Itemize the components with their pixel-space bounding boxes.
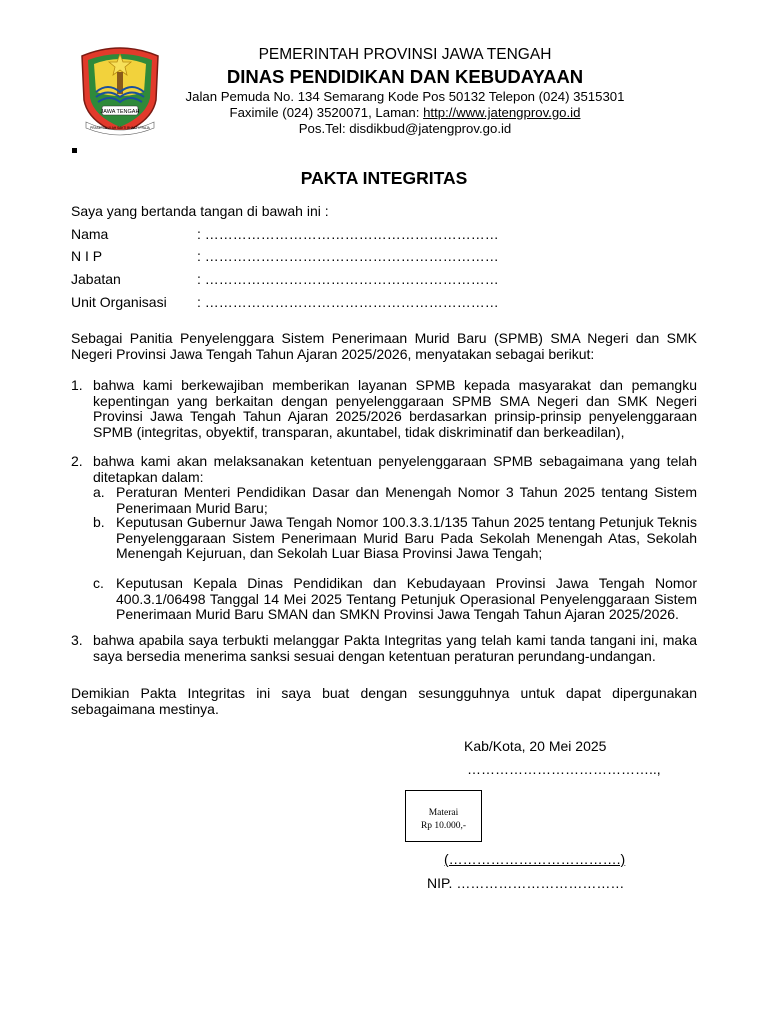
field-value-unit: : ……………………………………………………… — [197, 294, 499, 310]
field-value-jabatan: : ……………………………………………………… — [197, 271, 499, 287]
point-number: 3. — [71, 632, 83, 648]
field-label-nip: N I P — [71, 248, 103, 264]
statement-paragraph: Sebagai Panitia Penyelenggara Sistem Penerimaan Murid Baru (SPMB) SMA Negeri dan SMK Negeri Provinsi Jawa Tengah Tahun Ajaran 2025/2026, menyatakan sebagai berikut: — [71, 330, 697, 362]
materai-stamp-box — [405, 790, 482, 842]
field-label-nama: Nama — [71, 226, 109, 242]
subpoint-text: Peraturan Menteri Pendidikan Dasar dan Menengah Nomor 3 Tahun 2025 tentang Sistem Penerimaan Murid Baru; — [116, 484, 697, 516]
point-text: bahwa kami akan melaksanakan ketentuan penyelenggaraan SPMB sebagaimana yang telah ditetapkan dalam: — [93, 453, 697, 485]
subpoint-letter: a. — [93, 484, 105, 500]
subpoint-text: Keputusan Kepala Dinas Pendidikan dan Kebudayaan Provinsi Jawa Tengah Nomor 400.3.1/06498 Tanggal 14 Mei 2025 Tentang Petunjuk Operasional Penyelenggaraan Sistem Penerimaan Murid Baru SMAN dan SMKN Provinsi Jawa Tengah Tahun Ajaran 2025/2026. — [116, 575, 697, 622]
logo-text: JAWA TENGAH — [100, 109, 140, 115]
header-government: PEMERINTAH PROVINSI JAWA TENGAH — [258, 46, 552, 63]
subpoint-letter: b. — [93, 514, 105, 530]
subpoint-letter: c. — [93, 575, 104, 591]
point-text: bahwa apabila saya terbukti melanggar Pakta Integritas yang telah kami tanda tangani ini, maka saya bersedia menerima sanksi sesuai dengan ketentuan peraturan perundang-undangan. — [93, 632, 697, 664]
field-label-unit: Unit Organisasi — [71, 294, 167, 310]
header-fax: Faximile (024) 3520071, Laman: — [229, 105, 424, 120]
materai-label: Materai — [428, 808, 459, 818]
bullet-marker — [72, 148, 77, 153]
subpoint-text: Keputusan Gubernur Jawa Tengah Nomor 100.3.3.1/135 Tahun 2025 tentang Petunjuk Teknis Penyelenggaraan Sistem Penerimaan Murid Baru Pada Sekolah Menengah Atas, Sekolah Menengah Kejuruan, dan Sekolah Luar Biasa Provinsi Jawa Tengah; — [116, 514, 697, 561]
field-value-nama: : ……………………………………………………… — [197, 226, 499, 242]
signatory-nip: NIP. ……………………………… — [427, 875, 625, 891]
document-title: PAKTA INTEGRITAS — [300, 168, 468, 188]
field-label-jabatan: Jabatan — [71, 271, 121, 287]
closing-paragraph: Demikian Pakta Integritas ini saya buat dengan sesungguhnya untuk dapat dipergunakan sebagaimana mestinya. — [71, 685, 697, 717]
header-agency: DINAS PENDIDIKAN DAN KEBUDAYAAN — [226, 66, 584, 87]
intro-text: Saya yang bertanda tangan di bawah ini : — [71, 203, 329, 219]
position-dots: ………………………………….., — [467, 761, 661, 777]
place-date: Kab/Kota, 20 Mei 2025 — [464, 738, 607, 754]
field-value-nip: : ……………………………………………………… — [197, 248, 499, 264]
materai-value: Rp 10.000,- — [420, 821, 467, 831]
point-number: 2. — [71, 453, 83, 469]
header-address: Jalan Pemuda No. 134 Semarang Kode Pos 50132 Telepon (024) 3515301 — [185, 89, 625, 104]
header-email: Pos.Tel: disdikbud@jatengprov.go.id — [298, 121, 512, 136]
point-number: 1. — [71, 377, 83, 393]
website-link[interactable]: http://www.jatengprov.go.id — [423, 105, 581, 120]
point-text: bahwa kami berkewajiban memberikan layanan SPMB kepada masyarakat dan pemangku kepentingan yang berkaitan dengan penyelenggaraan SPMB SMA Negeri dan SMK Negeri Provinsi Jawa Tengah Tahun Ajaran 2025/2026 berdasarkan prinsip-prinsip penyelenggaraan SPMB (integritas, obyektif, transparan, akuntabel, tidak diskriminatif dan berkeadilan), — [93, 377, 697, 440]
signatory-name-dots: (……………………………….) — [444, 851, 626, 867]
logo-motto: PRASETYA ULAH SAKTI BHAKTI PRAJA — [90, 126, 150, 130]
header-fax-website — [150, 105, 660, 120]
